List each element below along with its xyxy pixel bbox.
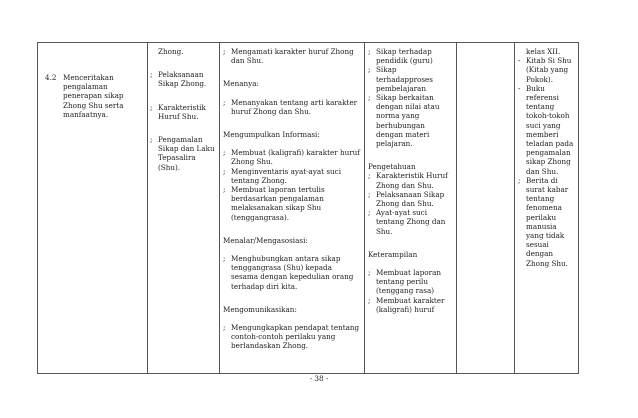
- list-item: ; Sikap terhadapproses pembelajaran: [368, 65, 433, 93]
- mengumpulkan-heading: Mengumpulkan Informasi:: [223, 130, 320, 140]
- list-item: ; Pengamalan Sikap dan Laku Tepasalira (Shu).: [150, 135, 215, 172]
- list-item: ; Membuat laporan tentang perilu (tenggang rasa): [368, 268, 441, 296]
- list-item: ; Menginventaris ayat-ayat suci tentang Zhong.: [223, 166, 341, 185]
- list-item: ; Membuat laporan tertulis berdasarkan pengalaman melaksanakan sikap Shu (tenggangrasa).: [223, 185, 325, 222]
- list-item: ; Pelaksanaan Sikap Zhong dan Shu.: [368, 189, 445, 209]
- menalar-heading: Menalar/Mengasosiasi:: [223, 235, 308, 245]
- list-item: ; Sikap berkaitan dengan nilai atau norma yang berhubungan dengan materi pelajaran.: [368, 93, 440, 149]
- mengomunikasikan-heading: Mengomunikasikan:: [223, 304, 297, 314]
- competency-text: Menceritakan pengalaman penerapan sikap Zhong Shu serta manfaatnya.: [63, 73, 124, 119]
- list-item: ; Menghubungkan antara sikap tenggangrasa (Shu) kepada sesama dengan kepedulian orang terhadap diri kita.: [223, 254, 354, 291]
- list-item: ; Menanyakan tentang arti karakter huruf Zhong dan Shu.: [223, 97, 358, 116]
- list-item: - Kitab Si Shu (Kitab yang Pokok).: [518, 56, 572, 84]
- time-allocation-cell: [457, 43, 515, 374]
- list-item: - Buku referensi tentang tokoh-tokoh suci yang memberi teladan pada pengamalan sikap Zhong dan Shu.: [518, 83, 574, 176]
- list-item: ; Pelaksanaan Sikap Zhong.: [150, 70, 207, 89]
- competency-number: 4.2: [45, 73, 57, 82]
- keterampilan-heading: Keterampilan: [368, 249, 418, 259]
- syllabus-table: [37, 42, 579, 374]
- table-row: [38, 43, 579, 374]
- pengetahuan-heading: Pengetahuan: [368, 162, 416, 172]
- material-top-text: Zhong.: [158, 47, 184, 56]
- list-item: ; Mengungkapkan pendapat tentang contoh-contoh perilaku yang berlandaskan Zhong.: [223, 323, 360, 351]
- list-item: ; Membuat karakter (kaligrafi) huruf: [368, 295, 445, 314]
- list-item: ; Membuat (kaligrafi) karakter huruf Zhong Shu.: [223, 148, 360, 167]
- page-number: - 38 -: [309, 374, 329, 383]
- material-cell: [148, 43, 220, 374]
- list-item: ; Mengamati karakter huruf Zhong dan Shu.: [223, 47, 354, 66]
- list-item: ; Berita di surat kabar tentang fenomena perilaku manusia yang tidak sesuai dengan Zhong Shu.: [518, 175, 569, 268]
- learning-sources-cell: [515, 43, 579, 374]
- sources-top-text: kelas XII.: [526, 47, 561, 56]
- learning-activities-cell: [220, 43, 365, 374]
- list-item: ; Sikap terhadap pendidik (guru): [368, 47, 433, 66]
- menanya-heading: Menanya:: [223, 79, 259, 89]
- competency-cell: [38, 43, 148, 374]
- assessment-cell: [365, 43, 457, 374]
- list-item: ; Karakteristik Huruf Shu.: [150, 102, 206, 121]
- list-item: ; Karakteristik Huruf Zhong dan Shu.: [368, 171, 448, 190]
- list-item: ; Ayat-ayat suci tentang Zhong dan Shu.: [368, 208, 446, 236]
